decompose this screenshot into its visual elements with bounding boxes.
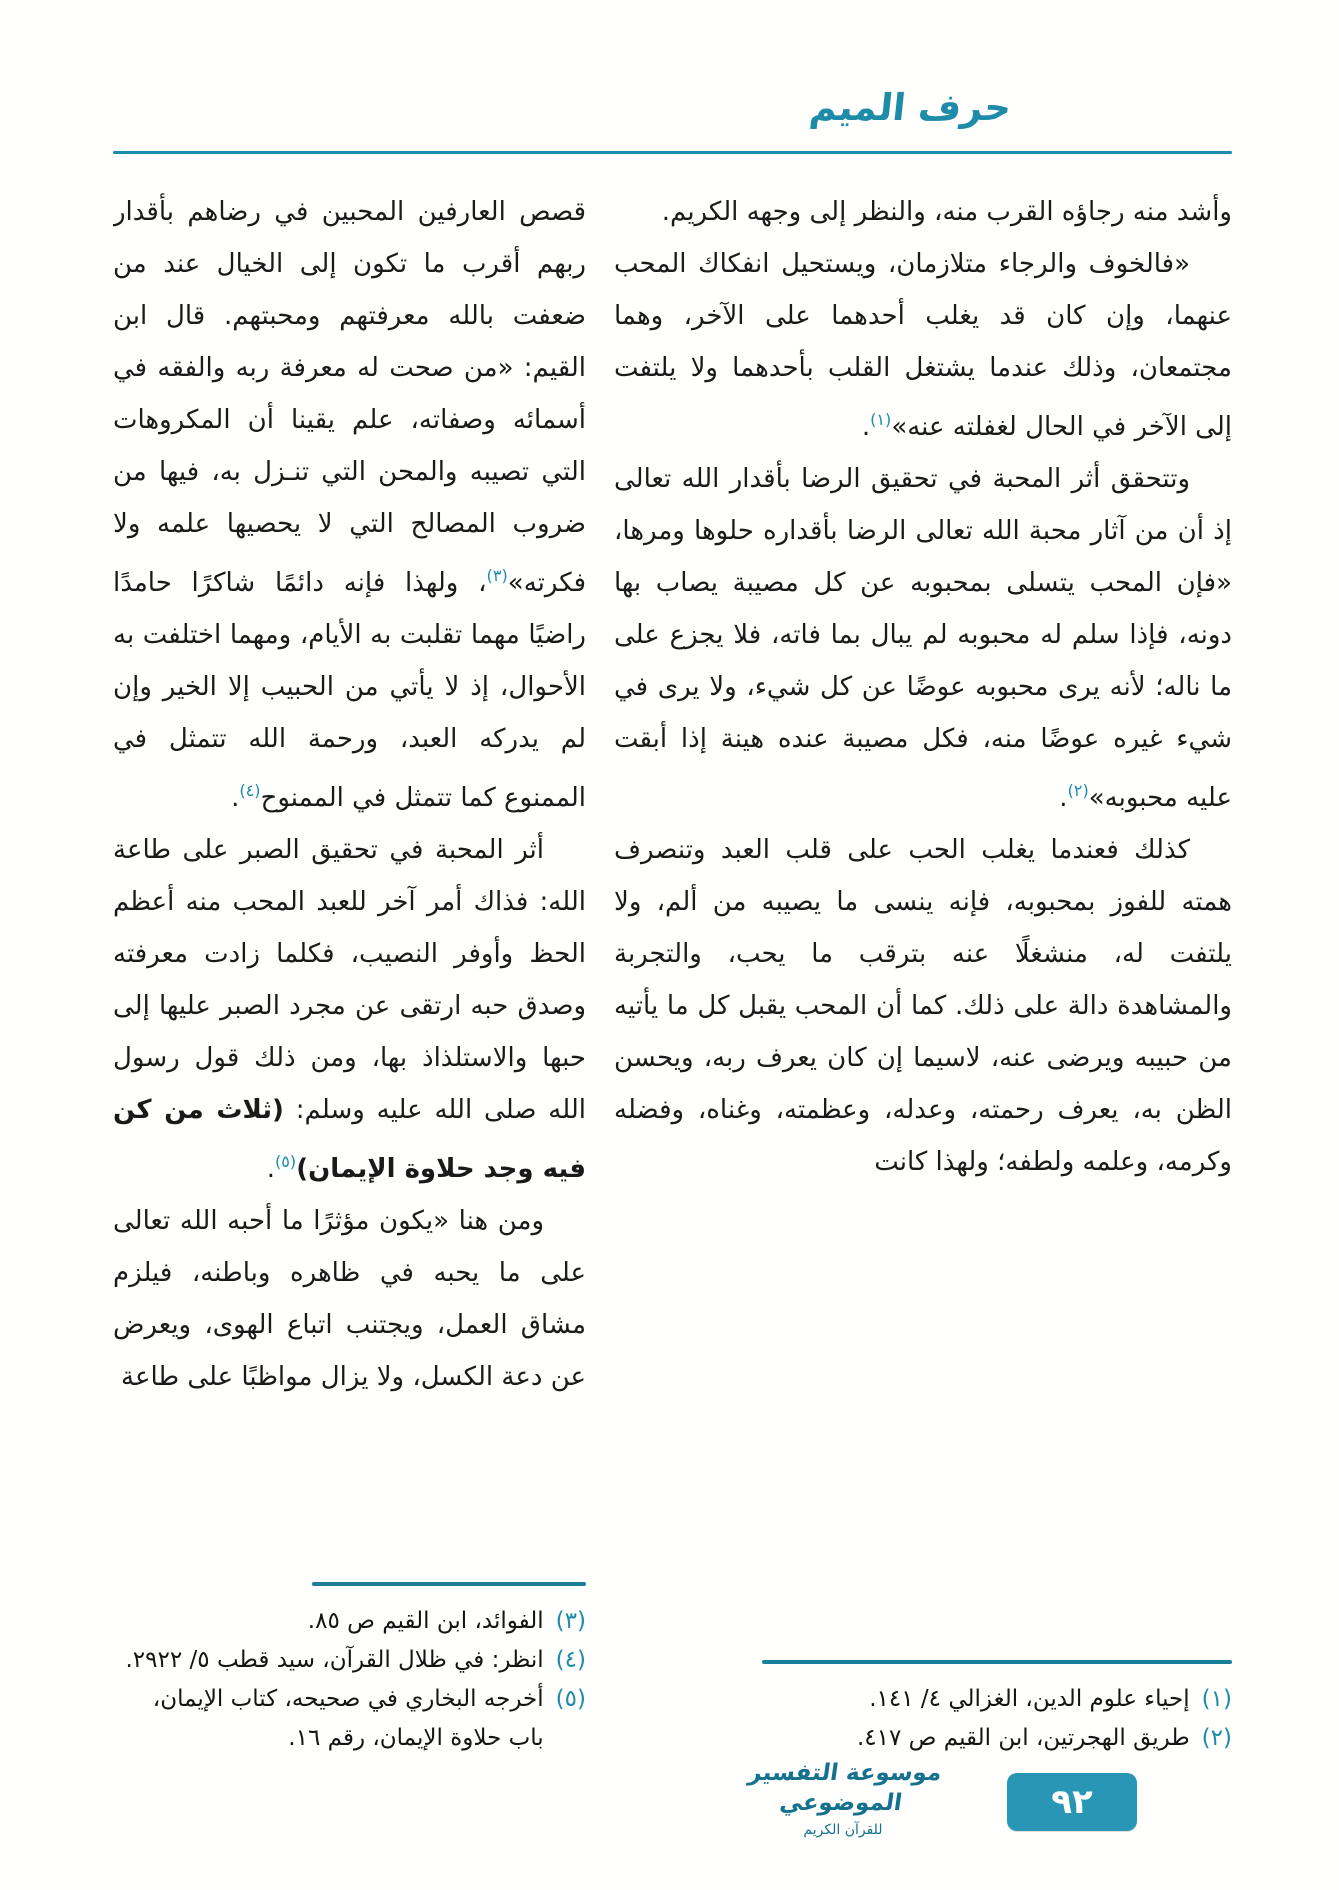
- column-right-text: [614, 186, 1232, 1650]
- paragraph: [113, 1195, 586, 1403]
- footnote-ref: (١): [870, 410, 892, 429]
- publisher-logo-title: موسوعة التفسير الموضوعي: [746, 1760, 944, 1816]
- footnote: [113, 1641, 586, 1680]
- paragraph: [614, 186, 1232, 238]
- paragraph: [614, 238, 1232, 453]
- text-segment: وتتحقق أثر المحبة في تحقيق الرضا بأقدار الله تعالى إذ أن من آثار محبة الله تعالى الرضا بأقداره حلوها ومرها، «فإن المحب يتسلى بمحبوبه عن كل مصيبة يصاب بها دونه، فإذا سلم له محبوبه لم يبال بما فاته، فلا يجزع على ما ناله؛ لأنه يرى محبوبه عوضًا عن كل شيء، ولا يرى في شيء غيره عوضًا منه، فكل مصيبة عنده هينة إذا أبقت عليه محبوبه»$^{(٢)}$.: [614, 463, 1232, 813]
- footnote-text: إحياء علوم الدين، الغزالي ٤/ ١٤١.: [869, 1686, 1190, 1712]
- footnote-ref: (٣): [486, 566, 508, 585]
- text-segment: ومن هنا «يكون مؤثرًا ما أحبه الله تعالى على ما يحبه في ظاهره وباطنه، فيلزم مشاق العمل، ويجتنب اتباع الهوى، ويعرض عن دعة الكسل، ولا يزال مواظبًا على طاعة: [113, 1205, 586, 1392]
- footnote: [614, 1719, 1232, 1758]
- page-number-badge: ٩٢: [1007, 1773, 1137, 1831]
- paragraph: [614, 824, 1232, 1188]
- text-columns: [113, 186, 1232, 1758]
- text-column-left: [113, 186, 586, 1758]
- column-right-footnote-block: [614, 1650, 1232, 1758]
- footnote-text: أخرجه البخاري في صحيحه، كتاب الإيمان، باب حلاوة الإيمان، رقم ١٦.: [152, 1686, 544, 1751]
- text-segment: (ثلاث من كن فيه وجد حلاوة الإيمان): [113, 1094, 586, 1184]
- column-left-footnote-block: [113, 1572, 586, 1758]
- section-header: حرف الميم: [807, 86, 1014, 129]
- text-segment: وأشد منه رجاؤه القرب منه، والنظر إلى وجهه الكريم.: [661, 197, 1232, 227]
- footnote-ref: (٥): [274, 1151, 297, 1171]
- column-left-text: [113, 186, 586, 1572]
- header-rule: [113, 151, 1232, 154]
- footnote-list: [614, 1680, 1232, 1758]
- publisher-logo-subtitle: للقرآن الكريم: [803, 1822, 883, 1838]
- footnote-text: الفوائد، ابن القيم ص ٨٥.: [307, 1608, 544, 1634]
- footnote-ref: (٢): [1067, 780, 1089, 800]
- footnote: [614, 1680, 1232, 1719]
- footnote-number: (١): [1201, 1686, 1232, 1712]
- footnote: [113, 1680, 586, 1758]
- paragraph: [113, 824, 586, 1195]
- footnote-separator: [312, 1582, 586, 1586]
- text-segment: أثر المحبة في تحقيق الصبر على طاعة الله: فذاك أمر آخر للعبد المحب منه أعظم الحظ وأوفر النصيب، فكلما زادت معرفته وصدق حبه ارتقى عن مجرد الصبر عليها إلى حبها والاستلذاذ بها، ومن ذلك قول رسول الله صلى الله عليه وسلم:: [113, 834, 586, 1125]
- text-segment: كذلك فعندما يغلب الحب على قلب العبد وتنصرف همته للفوز بمحبوبه، فإنه ينسى ما يصيبه من ألم، ولا يلتفت له، منشغلًا عنه بترقب ما يحب، والتجربة والمشاهدة دالة على ذلك. كما أن المحب يقبل كل ما يأتيه من حبيبه ويرضى عنه، لاسيما إن كان يعرف ربه، ويحسن الظن به، يعرف رحمته، وعدله، وعظمته، وغناه، وفضله وكرمه، وعلمه ولطفه؛ ولهذا كانت: [614, 834, 1232, 1177]
- text-column-right: [614, 186, 1232, 1758]
- footnote-text: انظر: في ظلال القرآن، سيد قطب ٥/ ٢٩٢٢.: [125, 1647, 544, 1673]
- footnote-ref: (٤): [239, 780, 261, 800]
- paragraph: [614, 453, 1232, 824]
- text-segment: قصص العارفين المحبين في رضاهم بأقدار ربهم أقرب ما تكون إلى الخيال عند من ضعفت بالله معرفتهم ومحبتهم. قال ابن القيم: «من صحت له معرفة ربه والفقه في أسمائه وصفاته، علم يقينا أن المكروهات التي تصيبه والمحن التي تنـزل به، فيها من ضروب المصالح التي لا يحصيها علمه ولا فكرته»$^{(٣)}$، ولهذا فإنه دائمًا شاكرًا حامدًا راضيًا مهما تقلبت به الأيام، ومهما اختلفت به الأحوال، إذ لا يأتي من الحبيب إلا الخير وإن لم يدركه العبد، ورحمة الله تتمثل في الممنوع كما تتمثل في الممنوح$^{(٤)}$.: [113, 197, 586, 813]
- footnote-number: (٤): [555, 1647, 586, 1673]
- footnote-number: (٥): [555, 1686, 586, 1712]
- footnote-separator: [762, 1660, 1232, 1664]
- text-segment: «فالخوف والرجاء متلازمان، ويستحيل انفكاك المحب عنهما، وإن كان قد يغلب أحدهما على الآخر، وهما مجتمعان، وذلك عندما يشتغل القلب بأحدهما ولا يلتفت إلى الآخر في الحال لغفلته عنه»$^{(١)}$.: [614, 249, 1232, 442]
- text-segment: $^{(٥)}$.: [266, 1151, 297, 1184]
- paragraph: [113, 186, 586, 824]
- footnote-number: (٢): [1201, 1725, 1232, 1751]
- footnote-text: طريق الهجرتين، ابن القيم ص ٤١٧.: [856, 1725, 1190, 1751]
- footnote: [113, 1602, 586, 1641]
- footnote-number: (٣): [555, 1608, 586, 1634]
- publisher-logo: [738, 1758, 948, 1838]
- footnote-list: [113, 1602, 586, 1758]
